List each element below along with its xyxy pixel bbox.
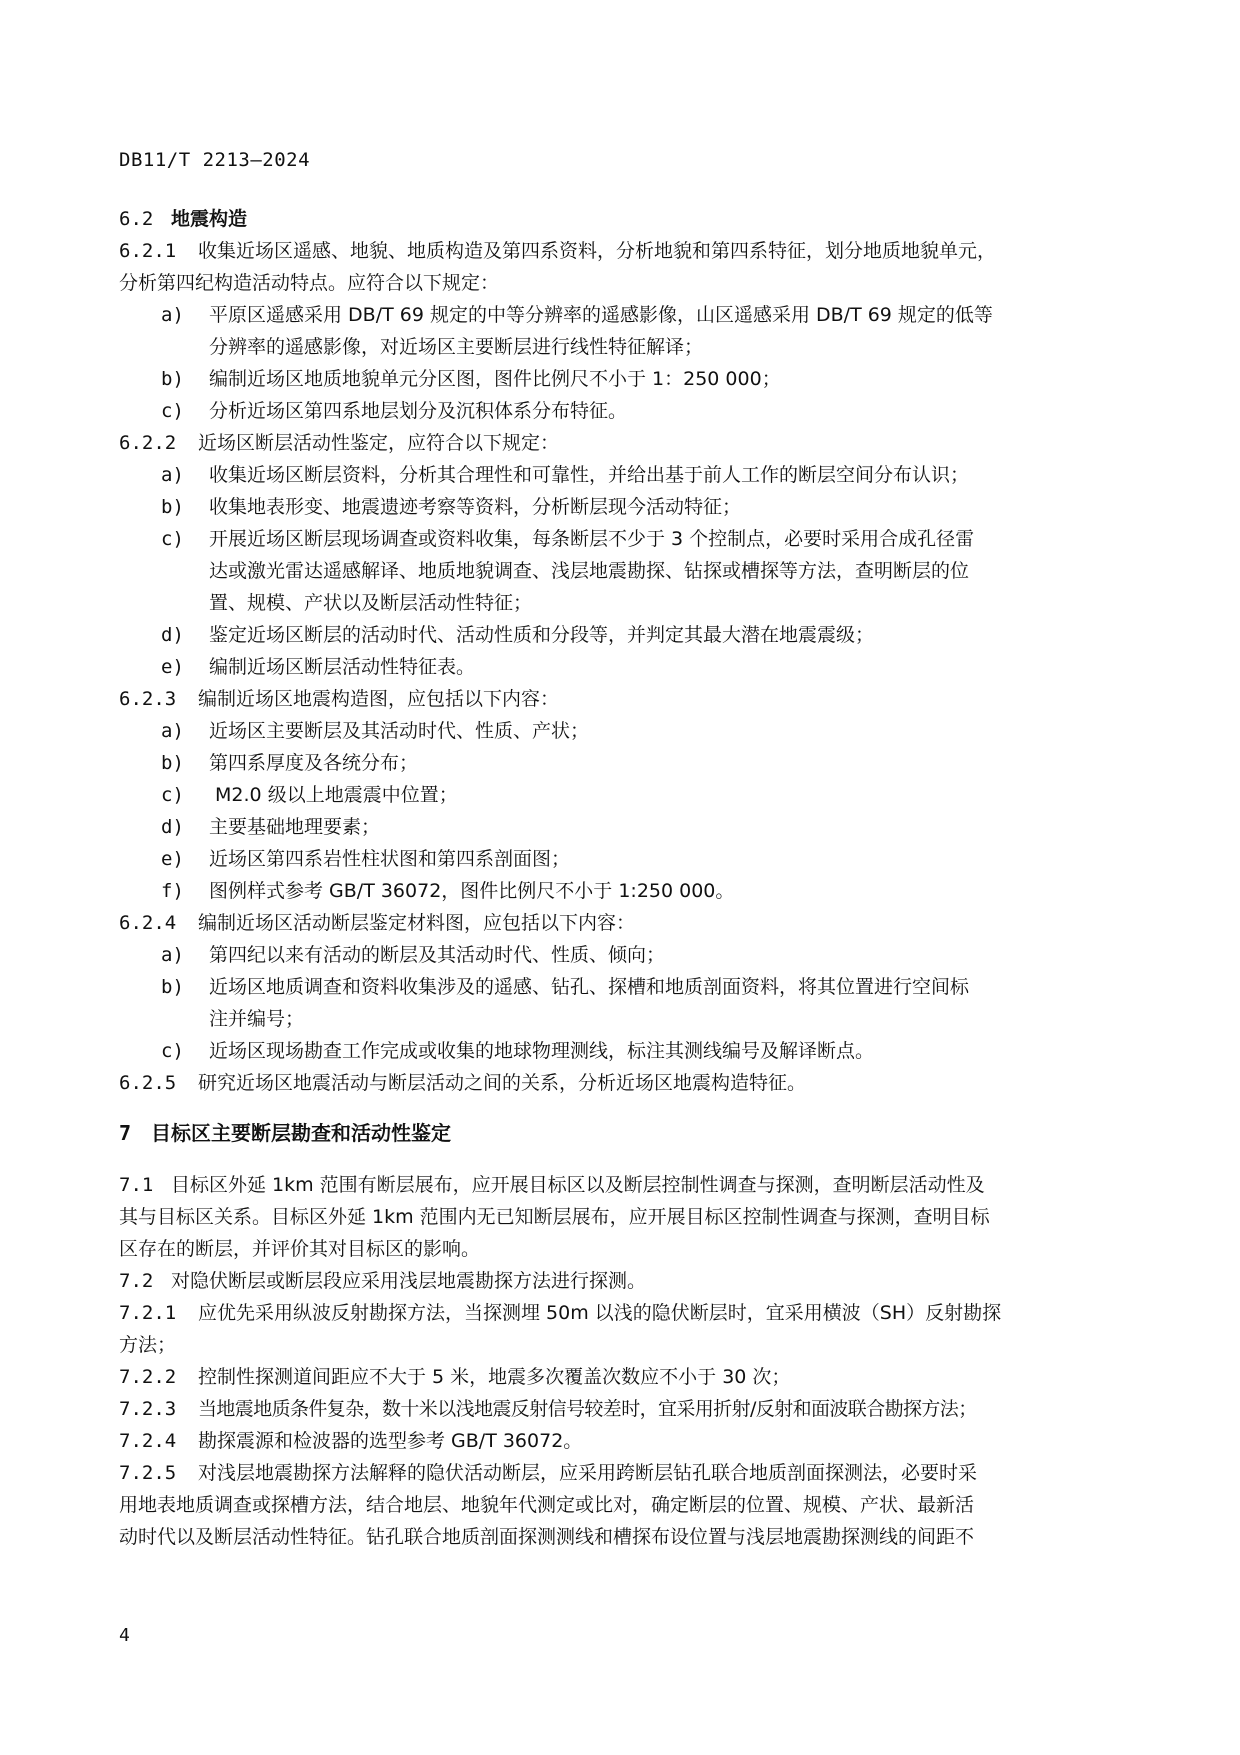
list-item-text: 编制近场区地质地貌单元分区图，图件比例尺不小于 1：250 000；: [209, 368, 781, 390]
list-letter: d): [161, 624, 184, 646]
clause-text-line: 对隐伏断层或断层段应采用浅层地震勘探方法进行探测。: [171, 1270, 647, 1292]
list-letter: c): [161, 400, 184, 422]
clause-number: 7.2.2: [119, 1366, 177, 1388]
list-item: [119, 843, 1119, 875]
list-item-continuation: 注并编号；: [209, 1008, 305, 1030]
clause-text-line: 对浅层地震勘探方法解释的隐伏活动断层，应采用跨断层钻孔联合地质剖面探测法，必要时采: [198, 1462, 978, 1484]
list-item: [119, 395, 1119, 427]
list-item-text: 编制近场区断层活动性特征表。: [209, 656, 476, 678]
clause-6-2-1: [119, 235, 1119, 267]
section-title: 地震构造: [171, 208, 248, 230]
clause-number: 7.2.3: [119, 1398, 177, 1420]
section-number: 6.2: [119, 208, 154, 230]
list-letter: a): [161, 464, 184, 486]
list-item: [119, 939, 1119, 971]
list-item-text: 收集地表形变、地震遗迹考察等资料，分析断层现今活动特征；: [209, 496, 742, 518]
clause-text-line: 近场区断层活动性鉴定，应符合以下规定：: [198, 432, 560, 454]
clause-text-line: 当地震地质条件复杂，数十米以浅地震反射信号较差时，宜采用折射/反射和面波联合勘探方法；: [198, 1398, 977, 1420]
list-item-text: 鉴定近场区断层的活动时代、活动性质和分段等，并判定其最大潜在地震震级；: [209, 624, 875, 646]
list-item: [119, 715, 1119, 747]
clause-text-line: 动时代以及断层活动性特征。钻孔联合地质剖面探测测线和槽探布设位置与浅层地震勘探测线的间距不: [119, 1526, 975, 1548]
list-letter: b): [161, 368, 184, 390]
clause-text-line: 编制近场区活动断层鉴定材料图，应包括以下内容：: [198, 912, 636, 934]
list-letter: e): [161, 848, 184, 870]
clause-number: 7.2.5: [119, 1462, 177, 1484]
clause-text-line: 勘探震源和检波器的选型参考 GB/T 36072。: [198, 1430, 583, 1452]
clause-7-2: [119, 1265, 1119, 1297]
clause-number: 6.2.2: [119, 432, 177, 454]
clause-text-line: 分析第四纪构造活动特点。应符合以下规定：: [119, 272, 500, 294]
list-item: [119, 459, 1119, 491]
chapter-number: 7: [119, 1121, 132, 1145]
list-letter: d): [161, 816, 184, 838]
list-letter: a): [161, 720, 184, 742]
list-item-continuation: 置、规模、产状以及断层活动性特征；: [209, 592, 533, 614]
clause-6-2-3: [119, 683, 1119, 715]
list-letter: a): [161, 304, 184, 326]
list-item-text: 第四系厚度及各统分布；: [209, 752, 419, 774]
clause-text-line: 方法；: [119, 1334, 177, 1356]
list-letter: a): [161, 944, 184, 966]
list-item-text: 分析近场区第四系地层划分及沉积体系分布特征。: [209, 400, 628, 422]
list-letter: b): [161, 496, 184, 518]
list-item: [119, 491, 1119, 523]
list-item-continuation: 达或激光雷达遥感解译、地质地貌调查、浅层地震勘探、钻探或槽探等方法，查明断层的位: [209, 560, 970, 582]
list-letter: c): [161, 1040, 184, 1062]
clause-number: 6.2.4: [119, 912, 177, 934]
document-body: [119, 203, 1119, 1553]
clause-number: 7.2: [119, 1270, 154, 1292]
clause-7-2-3: [119, 1393, 1119, 1425]
clause-number: 6.2.3: [119, 688, 177, 710]
list-item-text: 近场区现场勘查工作完成或收集的地球物理测线，标注其测线编号及解译断点。: [209, 1040, 875, 1062]
clause-text-line: 区存在的断层，并评价其对目标区的影响。: [119, 1238, 481, 1260]
clause-text-line: 应优先采用纵波反射勘探方法，当探测埋 50m 以浅的隐伏断层时，宜采用横波（SH）反射勘探: [198, 1302, 1002, 1324]
list-item-text: 收集近场区断层资料，分析其合理性和可靠性，并给出基于前人工作的断层空间分布认识；: [209, 464, 970, 486]
list-item-continuation: 分辨率的遥感影像，对近场区主要断层进行线性特征解译；: [209, 336, 704, 358]
chapter-title: 目标区主要断层勘查和活动性鉴定: [151, 1121, 451, 1145]
clause-7-1: [119, 1169, 1119, 1201]
list-item: [119, 299, 1119, 331]
clause-number: 7.1: [119, 1174, 154, 1196]
clause-number: 7.2.1: [119, 1302, 177, 1324]
clause-7-2-5: [119, 1457, 1119, 1489]
clause-text-line: 控制性探测道间距应不大于 5 米，地震多次覆盖次数应不小于 30 次；: [198, 1366, 791, 1388]
clause-7-2-1: [119, 1297, 1119, 1329]
list-item-text: 主要基础地理要素；: [209, 816, 381, 838]
list-item: [119, 523, 1119, 555]
clause-text-line: 研究近场区地震活动与断层活动之间的关系，分析近场区地震构造特征。: [198, 1072, 807, 1094]
clause-text-line: 用地表地质调查或探槽方法，结合地层、地貌年代测定或比对，确定断层的位置、规模、产状、最新活: [119, 1494, 975, 1516]
list-item: [119, 363, 1119, 395]
chapter-heading-7: [119, 1117, 1119, 1149]
clause-number: 6.2.5: [119, 1072, 177, 1094]
list-item-text: 近场区主要断层及其活动时代、性质、产状；: [209, 720, 590, 742]
list-item: [119, 1035, 1119, 1067]
clause-text-line: 目标区外延 1km 范围有断层展布，应开展目标区以及断层控制性调查与探测，查明断层活动性及: [171, 1174, 985, 1196]
list-item-text: 平原区遥感采用 DB/T 69 规定的中等分辨率的遥感影像，山区遥感采用 DB/T 69 规定的低等: [209, 304, 993, 326]
list-letter: c): [161, 784, 184, 806]
list-item: [119, 747, 1119, 779]
list-item-text: 近场区地质调查和资料收集涉及的遥感、钻孔、探槽和地质剖面资料，将其位置进行空间标: [209, 976, 970, 998]
clause-6-2-2: [119, 427, 1119, 459]
clause-text-line: 其与目标区关系。目标区外延 1km 范围内无已知断层展布，应开展目标区控制性调查与探测，查明目标: [119, 1206, 990, 1228]
list-item: [119, 811, 1119, 843]
list-letter: b): [161, 976, 184, 998]
clause-number: 7.2.4: [119, 1430, 177, 1452]
clause-6-2-4: [119, 907, 1119, 939]
list-item-text: 开展近场区断层现场调查或资料收集，每条断层不少于 3 个控制点，必要时采用合成孔径雷: [209, 528, 975, 550]
list-item: [119, 875, 1119, 907]
list-item: [119, 971, 1119, 1003]
list-item: [119, 779, 1119, 811]
list-item-text: 第四纪以来有活动的断层及其活动时代、性质、倾向；: [209, 944, 666, 966]
list-item: [119, 651, 1119, 683]
list-item: [119, 619, 1119, 651]
page-number: 4: [119, 1625, 130, 1646]
clause-text-line: 收集近场区遥感、地貌、地质构造及第四系资料，分析地貌和第四系特征，划分地质地貌单元，: [198, 240, 997, 262]
clause-text-line: 编制近场区地震构造图，应包括以下内容：: [198, 688, 560, 710]
list-item-text: M2.0 级以上地震震中位置；: [209, 784, 458, 806]
list-item-text: 图例样式参考 GB/T 36072，图件比例尺不小于 1:250 000。: [209, 880, 735, 902]
list-letter: e): [161, 656, 184, 678]
list-letter: c): [161, 528, 184, 550]
standard-code-header: DB11/T 2213—2024: [119, 149, 311, 171]
clause-7-2-2: [119, 1361, 1119, 1393]
clause-6-2-5: [119, 1067, 1119, 1099]
section-heading-6-2: [119, 203, 1119, 235]
list-letter: f): [161, 880, 184, 902]
list-letter: b): [161, 752, 184, 774]
clause-7-2-4: [119, 1425, 1119, 1457]
clause-number: 6.2.1: [119, 240, 177, 262]
list-item-text: 近场区第四系岩性柱状图和第四系剖面图；: [209, 848, 571, 870]
